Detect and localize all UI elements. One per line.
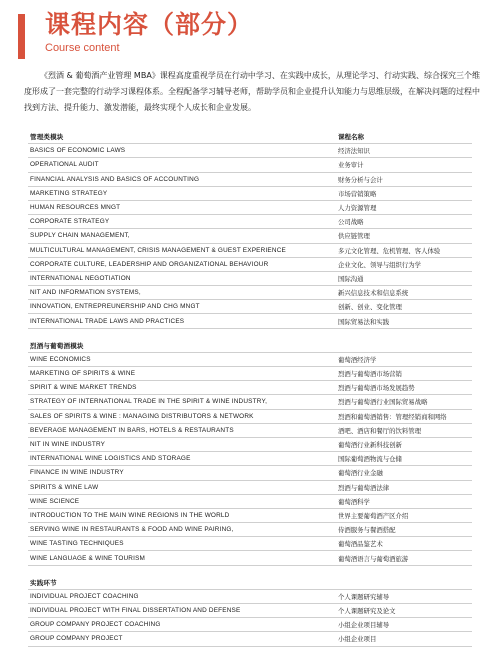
course-english-name: CORPORATE STRATEGY [30, 218, 110, 226]
course-english-name: WINE LANGUAGE & WINE TOURISM [30, 554, 146, 562]
table-row [28, 523, 472, 537]
section-header [28, 339, 472, 353]
course-chinese-name: 个人课题研究及论文 [338, 607, 396, 616]
course-chinese-name: 葡萄酒行业新科技创新 [338, 441, 402, 450]
section-gap [28, 329, 472, 339]
course-chinese-name: 国际沟通 [338, 274, 364, 283]
title-accent-bar [18, 14, 25, 59]
course-chinese-name: 人力资源管理 [338, 204, 377, 213]
table-row [28, 272, 472, 286]
table-row [28, 438, 472, 452]
table-row [28, 187, 472, 201]
course-chinese-name: 烈酒与葡萄酒行业国际贸易战略 [338, 398, 428, 407]
course-english-name: MULTICULTURAL MANAGEMENT, CRISIS MANAGEMENT & GUEST EXPERIENCE [30, 246, 286, 254]
course-chinese-name: 烈酒与葡萄酒市场营销 [338, 370, 402, 379]
course-chinese-name: 烈酒与葡萄酒市场发展趋势 [338, 384, 415, 393]
course-english-name: OPERATIONAL AUDIT [30, 161, 99, 169]
section-header [28, 130, 472, 144]
page-subtitle: Course content [45, 42, 120, 54]
course-english-name: MARKETING OF SPIRITS & WINE [30, 370, 136, 378]
course-english-name: INTERNATIONAL TRADE LAWS AND PRACTICES [30, 317, 185, 325]
course-chinese-name: 烈酒与葡萄酒法律 [338, 483, 390, 492]
course-chinese-name: 经济法知识 [338, 147, 370, 156]
column-header-course-name: 课程名称 [338, 133, 364, 142]
course-chinese-name: 市场营销策略 [338, 189, 377, 198]
course-chinese-name: 供应链管理 [338, 232, 370, 241]
course-chinese-name: 葡萄酒行业金融 [338, 469, 383, 478]
course-chinese-name: 小组企业项目 [338, 635, 377, 644]
course-english-name: INTRODUCTION TO THE MAIN WINE REGIONS IN THE WORLD [30, 511, 230, 519]
table-row [28, 353, 472, 367]
course-chinese-name: 葡萄酒品鉴艺术 [338, 540, 383, 549]
table-row [28, 158, 472, 172]
course-english-name: GROUP COMPANY PROJECT COACHING [30, 621, 161, 629]
course-chinese-name: 葡萄酒语言与葡萄酒旅游 [338, 554, 409, 563]
table-row [28, 590, 472, 604]
table-row [28, 300, 472, 314]
course-english-name: MARKETING STRATEGY [30, 189, 108, 197]
course-chinese-name: 烈酒和葡萄酒销售：管理经销商和网络 [338, 412, 447, 421]
table-row [28, 424, 472, 438]
section-gap [28, 566, 472, 576]
intro-paragraph: 《烈酒 & 葡萄酒产业管理 MBA》课程高度重视学员在行动中学习、在实践中成长，从理论学习、行动实践、综合探究三个维度形成了一套完整的行动学习课程体系。全程配备学习辅导老师，帮助学员和企业提升认知能力与思维层级，在解决问题的过程中找到方法、提升能力、激发潜能，最终实现个人成长和企业发展。 [24, 71, 480, 112]
course-english-name: WINE SCIENCE [30, 497, 80, 505]
course-chinese-name: 创新、创业、变化管理 [338, 303, 402, 312]
table-row [28, 286, 472, 300]
section-title: 管理类模块 [30, 134, 64, 142]
course-english-name: INTERNATIONAL WINE LOGISTICS AND STORAGE [30, 455, 191, 463]
table-row [28, 509, 472, 523]
table-row [28, 410, 472, 424]
table-row [28, 244, 472, 258]
course-chinese-name: 酒吧、酒店和餐厅的饮料管理 [338, 426, 422, 435]
table-row [28, 395, 472, 409]
table-row [28, 481, 472, 495]
course-english-name: NIT IN WINE INDUSTRY [30, 441, 106, 449]
course-chinese-name: 企业文化、领导与组织行为学 [338, 260, 422, 269]
course-english-name: INNOVATION, ENTREPREUNERSHIP AND CHG MNGT [30, 303, 200, 311]
course-english-name: STRATEGY OF INTERNATIONAL TRADE IN THE SPIRIT & WINE INDUSTRY, [30, 398, 268, 406]
course-english-name: INDIVIDUAL PROJECT COACHING [30, 592, 139, 600]
table-row [28, 215, 472, 229]
course-chinese-name: 多元文化管理、危机管理、客人体验 [338, 246, 441, 255]
page-title: 课程内容（部分） [45, 10, 254, 39]
table-row [28, 144, 472, 158]
table-row [28, 381, 472, 395]
course-english-name: SPIRIT & WINE MARKET TRENDS [30, 384, 137, 392]
course-english-name: INDIVIDUAL PROJECT WITH FINAL DISSERTATION AND DEFENSE [30, 607, 241, 615]
table-row [28, 495, 472, 509]
course-chinese-name: 葡萄酒经济学 [338, 355, 377, 364]
course-chinese-name: 国际葡萄酒物流与仓储 [338, 455, 402, 464]
course-english-name: FINANCE IN WINE INDUSTRY [30, 469, 124, 477]
course-chinese-name: 新兴信息技术和信息系统 [338, 289, 409, 298]
table-row [28, 618, 472, 632]
course-chinese-name: 侍酒服务与餐酒搭配 [338, 526, 396, 535]
table-row [28, 173, 472, 187]
course-chinese-name: 公司战略 [338, 218, 364, 227]
course-english-name: GROUP COMPANY PROJECT [30, 635, 123, 643]
course-english-name: SALES OF SPIRITS & WINE : MANAGING DISTRIBUTORS & NETWORK [30, 412, 254, 420]
course-chinese-name: 葡萄酒科学 [338, 497, 370, 506]
course-english-name: BEVERAGE MANAGEMENT IN BARS, HOTELS & RESTAURANTS [30, 426, 234, 434]
table-row [28, 604, 472, 618]
course-english-name: FINANCIAL ANALYSIS AND BASICS OF ACCOUNTING [30, 175, 200, 183]
course-tables [28, 130, 472, 647]
table-row [28, 537, 472, 551]
table-row [28, 551, 472, 565]
course-english-name: INTERNATIONAL NEGOTIATION [30, 274, 131, 282]
table-row [28, 201, 472, 215]
table-row [28, 229, 472, 243]
course-chinese-name: 个人课题研究辅导 [338, 592, 390, 601]
section-title: 实践环节 [30, 579, 57, 587]
section-title: 烈酒与葡萄酒模块 [30, 342, 84, 350]
course-english-name: SPIRITS & WINE LAW [30, 483, 99, 491]
table-row [28, 452, 472, 466]
section-header [28, 576, 472, 590]
course-chinese-name: 小组企业项目辅导 [338, 621, 390, 630]
course-english-name: WINE TASTING TECHNIQUES [30, 540, 124, 548]
course-chinese-name: 财务分析与会计 [338, 175, 383, 184]
course-english-name: SUPPLY CHAIN MANAGEMENT, [30, 232, 130, 240]
table-row [28, 632, 472, 646]
course-english-name: NIT AND INFORMATION SYSTEMS, [30, 289, 141, 297]
course-english-name: BASICS OF ECONOMIC LAWS [30, 147, 126, 155]
course-chinese-name: 世界主要葡萄酒产区介绍 [338, 511, 409, 520]
table-row [28, 258, 472, 272]
table-row [28, 314, 472, 328]
table-row [28, 466, 472, 480]
course-english-name: SERVING WINE IN RESTAURANTS & FOOD AND WINE PAIRING, [30, 526, 234, 534]
course-english-name: CORPORATE CULTURE, LEADERSHIP AND ORGANIZATIONAL BEHAVIOUR [30, 260, 269, 268]
course-english-name: WINE ECONOMICS [30, 355, 91, 363]
course-chinese-name: 业务审计 [338, 161, 364, 170]
table-row [28, 367, 472, 381]
course-english-name: HUMAN RESOURCES MNGT [30, 204, 121, 212]
course-chinese-name: 国际贸易法和实践 [338, 317, 390, 326]
